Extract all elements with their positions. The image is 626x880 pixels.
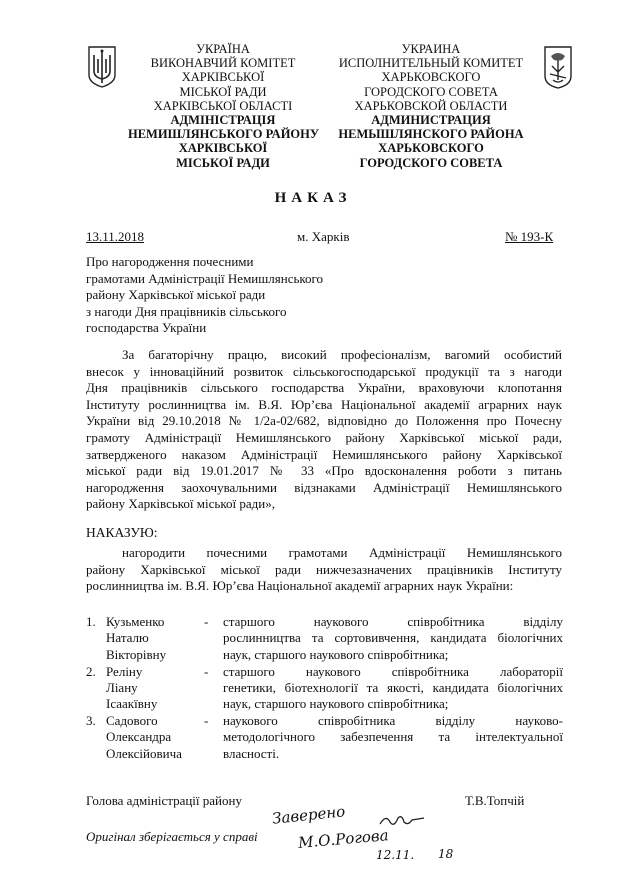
handwritten-date: 12.11.: [376, 848, 415, 862]
list-item: [86, 713, 566, 763]
subject-line: району Харківської міської ради: [86, 287, 266, 303]
handwritten-certified: Заверено: [271, 802, 347, 828]
item-number: 1.: [86, 614, 96, 629]
signatory-name: Т.В.Топчій: [465, 793, 525, 808]
name-line: Олександра: [106, 729, 172, 745]
header-right-bold-line: АДМИНИСТРАЦИЯ: [371, 113, 491, 128]
desc-line: старшого наукового співробітника відділу: [223, 614, 563, 629]
awardee-description: [223, 614, 563, 663]
desc-line: рослинництва та сортовивчення, кандидата біологічних: [223, 630, 563, 646]
directive-line: нагородити почесними грамотами Адміністрації Немишлянського: [122, 545, 562, 560]
item-dash: -: [204, 663, 209, 679]
desc-line: наук, старшого наукового співробітника;: [223, 696, 449, 712]
header-left-line: ХАРКІВСЬКОЇ: [181, 70, 265, 85]
name-line: Наталю: [106, 630, 149, 646]
order-word: НАКАЗУЮ:: [86, 525, 158, 540]
original-note: Оригінал зберігається у справі: [86, 829, 258, 844]
header-right-bold-line: НЕМЫШЛЯНСКОГО РАЙОНА: [338, 127, 524, 142]
item-number: 3.: [86, 713, 96, 728]
preamble-line: Дня працівників сільського господарства України, враховуючи клопотання: [86, 380, 562, 396]
preamble-line: затвердженого наказом Адміністрації Немишлянського району Харківської: [86, 446, 562, 462]
signatory-title: Голова адміністрації району: [86, 793, 242, 808]
header-right-line: ХАРЬКОВСКОГО: [381, 70, 481, 85]
desc-line: власності.: [223, 745, 280, 761]
desc-line: генетики, біотехнології та якості, кандидата біологічних: [223, 679, 563, 695]
document-date: 13.11.2018: [86, 229, 145, 244]
handwritten-name: М.О.Рогова: [297, 826, 390, 852]
name-line: Садового: [106, 713, 158, 728]
subject-line: господарства України: [86, 320, 207, 336]
awardee-description: [223, 713, 563, 762]
subject-line: грамотами Адміністрації Немишлянського: [86, 270, 324, 286]
ukraine-trident-icon: [87, 45, 117, 89]
awardee-description: [223, 664, 563, 713]
preamble-line: грамоту Адміністрації Немишлянського району Харківської міської ради,: [86, 429, 562, 445]
preamble-line: Інституту рослинництва ім. В.Я. Юр’єва Національної академії аграрних наук: [86, 396, 562, 412]
handwritten-year: 18: [438, 847, 454, 861]
name-line: Ліану: [106, 679, 138, 695]
name-line: Кузьменко: [106, 614, 165, 629]
header-right-line: ХАРЬКОВСКОЙ ОБЛАСТИ: [354, 98, 508, 113]
desc-line: методологічного забезпечення та інтелектуальної: [223, 729, 563, 745]
header-left-line: МІСЬКОЇ РАДИ: [179, 84, 267, 99]
preamble-line: району Харківської міської ради»,: [86, 496, 275, 512]
preamble-line: нагородження заохочувальними відзнаками Адміністрації Немишлянського: [86, 479, 562, 495]
list-item: [86, 664, 566, 714]
header-left-bold-line: МІСЬКОЇ РАДИ: [176, 155, 270, 170]
desc-line: наук, старшого наукового співробітника;: [223, 646, 449, 662]
document-place: м. Харків: [297, 229, 350, 244]
awardee-name: [106, 663, 209, 713]
awardees-list: [86, 614, 566, 763]
preamble-line: України від 29.10.2018 № 1/2а-02/682, відповідно до Положення про Почесну: [86, 413, 562, 429]
header-left-bold-line: ХАРКІВСЬКОЇ: [178, 141, 268, 156]
kharkiv-emblem-icon: [542, 44, 574, 90]
desc-line: старшого наукового співробітника лабораторії: [223, 663, 563, 679]
preamble-line: За багаторічну працю, високий професіоналізм, вагомий особистий: [122, 347, 562, 362]
header-left-bold-line: АДМІНІСТРАЦІЯ: [170, 113, 276, 128]
item-dash: -: [204, 614, 209, 629]
preamble-line: внесок у інноваційний розвиток сільськогосподарської продукції та з нагоди: [86, 363, 562, 379]
directive-line: рослинництва ім. В.Я. Юр’єва Національної академії аграрних наук України:: [86, 578, 514, 594]
subject-line: з нагоди Дня працівників сільського: [86, 303, 287, 319]
header-left-line: ХАРКІВСЬКОЇ ОБЛАСТІ: [153, 98, 293, 113]
name-line: Олексійовича: [106, 745, 182, 761]
header-left: [128, 42, 318, 170]
name-line: Вікторівну: [106, 646, 167, 662]
header-left-line: ВИКОНАВЧИЙ КОМІТЕТ: [150, 56, 296, 71]
awardee-name: [106, 713, 209, 762]
item-number: 2.: [86, 663, 96, 679]
subject-line: Про нагородження почесними: [86, 254, 254, 269]
document-title: НАКАЗ: [274, 190, 352, 206]
document-number: № 193-К: [505, 229, 554, 244]
header-left-bold-line: НЕМИШЛЯНСЬКОГО РАЙОНУ: [128, 127, 320, 142]
awardee-name: [106, 614, 209, 663]
header-right-line: ИСПОЛНИТЕЛЬНЫЙ КОМИТЕТ: [338, 56, 524, 71]
desc-line: наукового співробітника відділу науково-: [223, 713, 563, 728]
header-right-line: ГОРОДСКОГО СОВЕТА: [364, 84, 498, 99]
header-right-bold-line: ХАРЬКОВСКОГО: [378, 141, 484, 156]
document-subject: [86, 254, 323, 337]
header-right-line: УКРАИНА: [401, 42, 461, 56]
name-line: Ісаакївну: [106, 696, 158, 712]
header-left-line: УКРАЇНА: [196, 42, 250, 56]
preamble-paragraph: [86, 347, 562, 513]
header-right: [328, 42, 534, 170]
preamble-line: міської ради від 19.01.2017 № 33 «Про вдосконалення роботи з питань: [86, 463, 562, 479]
name-line: Реліну: [106, 663, 143, 679]
header-right-bold-line: ГОРОДСКОГО СОВЕТА: [359, 155, 503, 170]
directive-paragraph: [86, 545, 562, 595]
directive-line: району Харківської міської ради нижчезазначених працівників Інституту: [86, 561, 562, 577]
list-item: [86, 614, 566, 664]
item-dash: -: [204, 713, 209, 728]
